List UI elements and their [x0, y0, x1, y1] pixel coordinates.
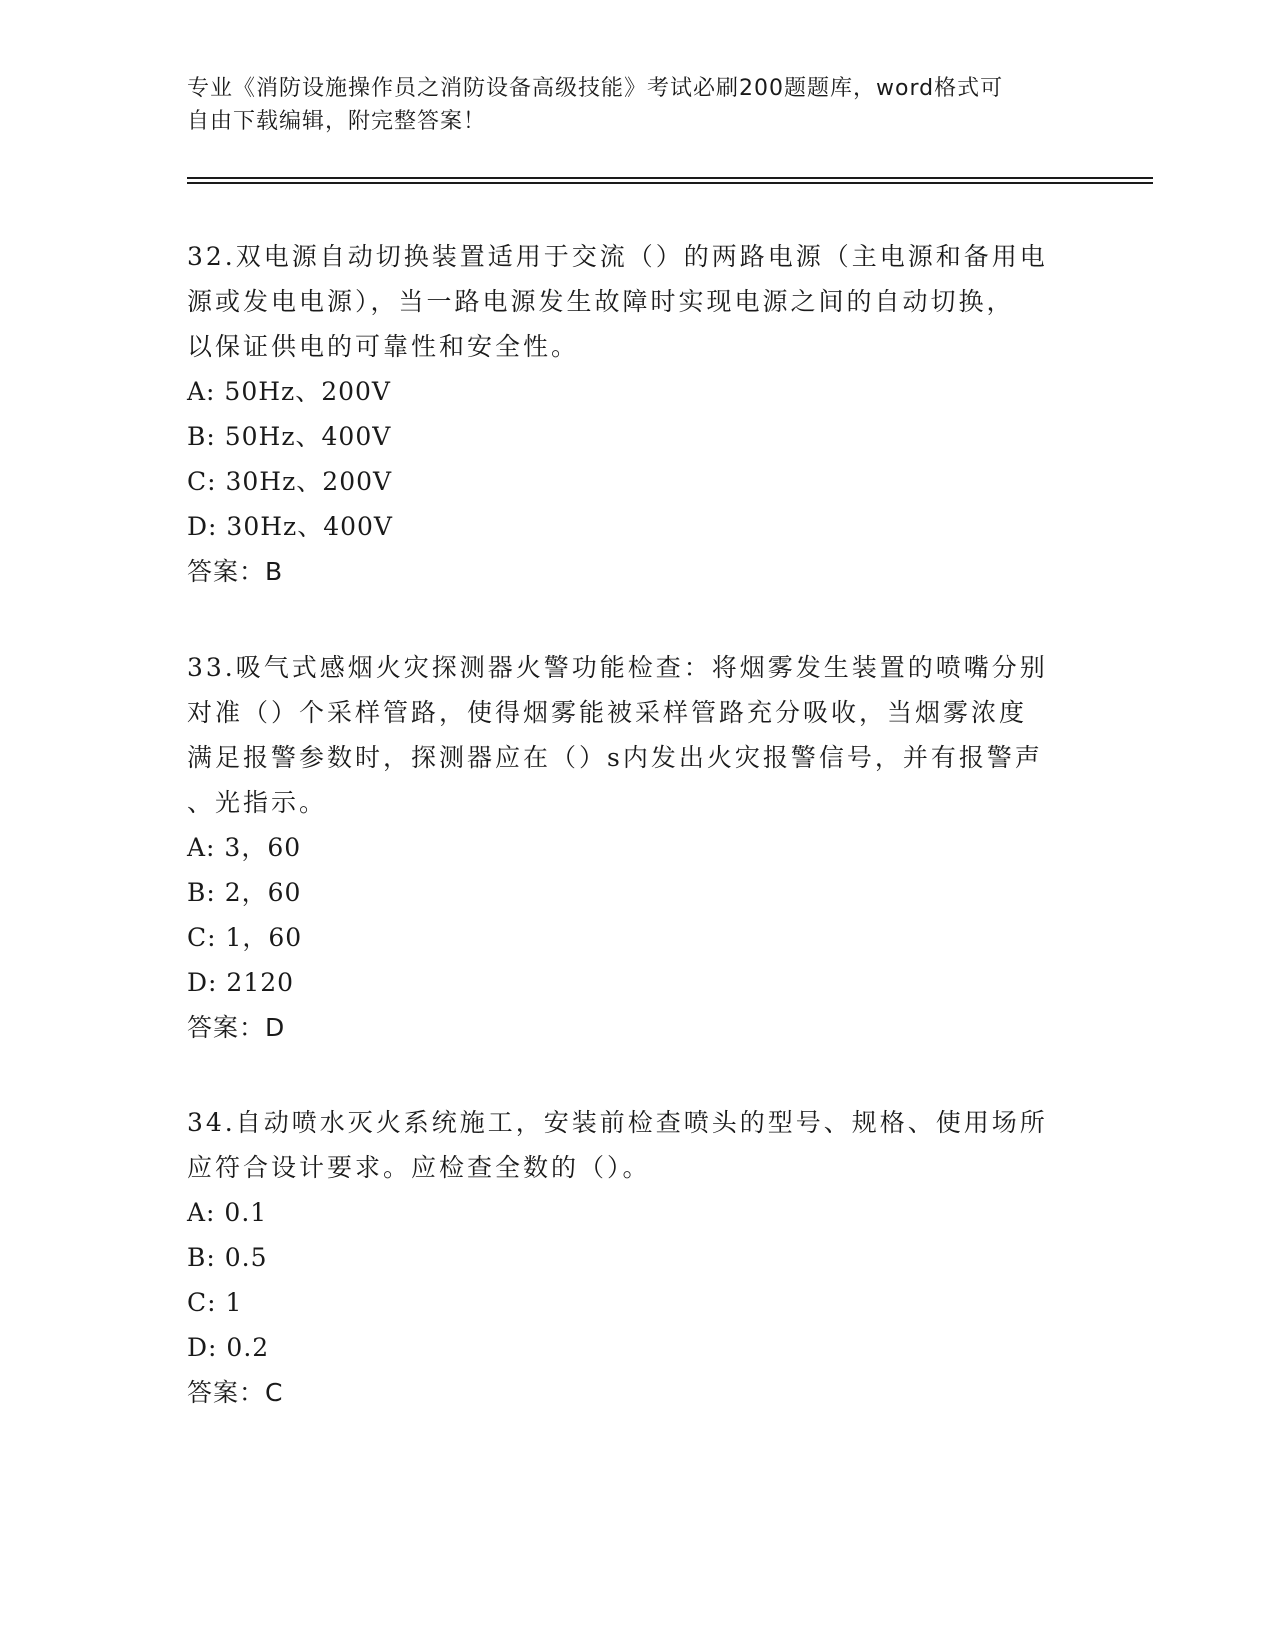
- question-stem-line: 34.自动喷水灭火系统施工，安装前检查喷头的型号、规格、使用场所: [187, 1108, 1048, 1137]
- option-c: C: 30Hz、200V: [187, 467, 393, 496]
- option-a: A: 0.1: [187, 1198, 268, 1227]
- option-a: A: 50Hz、200V: [187, 377, 391, 406]
- answer-line: 答案：B: [187, 557, 284, 586]
- header-divider: [187, 177, 1153, 179]
- question-stem-line: 应符合设计要求。应检查全数的（）。: [187, 1153, 651, 1182]
- header-line: 自由下载编辑，附完整答案！: [187, 109, 487, 134]
- question-stem-line: 以保证供电的可靠性和安全性。: [187, 332, 580, 361]
- question-block: [187, 234, 1077, 594]
- document-header: [187, 72, 1067, 138]
- answer-line: 答案：D: [187, 1013, 286, 1042]
- option-b: B: 2，60: [187, 878, 302, 907]
- option-b: B: 0.5: [187, 1243, 268, 1272]
- option-d: D: 2120: [187, 968, 295, 997]
- question-block: [187, 645, 1077, 1050]
- option-a: A: 3，60: [187, 833, 302, 862]
- option-d: D: 30Hz、400V: [187, 512, 393, 541]
- question-stem-line: 33.吸气式感烟火灾探测器火警功能检查：将烟雾发生装置的喷嘴分别: [187, 653, 1048, 682]
- answer-line: 答案：C: [187, 1378, 284, 1407]
- question-block: [187, 1100, 1077, 1415]
- question-stem-line: 对准（）个采样管路，使得烟雾能被采样管路充分吸收，当烟雾浓度: [187, 698, 1028, 727]
- question-stem-line: 源或发电电源），当一路电源发生故障时实现电源之间的自动切换，: [187, 287, 1015, 316]
- question-stem-line: 、光指示。: [187, 788, 328, 817]
- option-d: D: 0.2: [187, 1333, 270, 1362]
- question-stem-line: 32.双电源自动切换装置适用于交流（）的两路电源（主电源和备用电: [187, 242, 1048, 271]
- option-c: C: 1，60: [187, 923, 303, 952]
- option-b: B: 50Hz、400V: [187, 422, 392, 451]
- header-divider: [187, 182, 1153, 184]
- question-stem-line: 满足报警参数时，探测器应在（）s内发出火灾报警信号，并有报警声: [187, 743, 1043, 772]
- header-line: 专业《消防设施操作员之消防设备高级技能》考试必刷200题题库，word格式可: [187, 76, 1004, 101]
- option-c: C: 1: [187, 1288, 243, 1317]
